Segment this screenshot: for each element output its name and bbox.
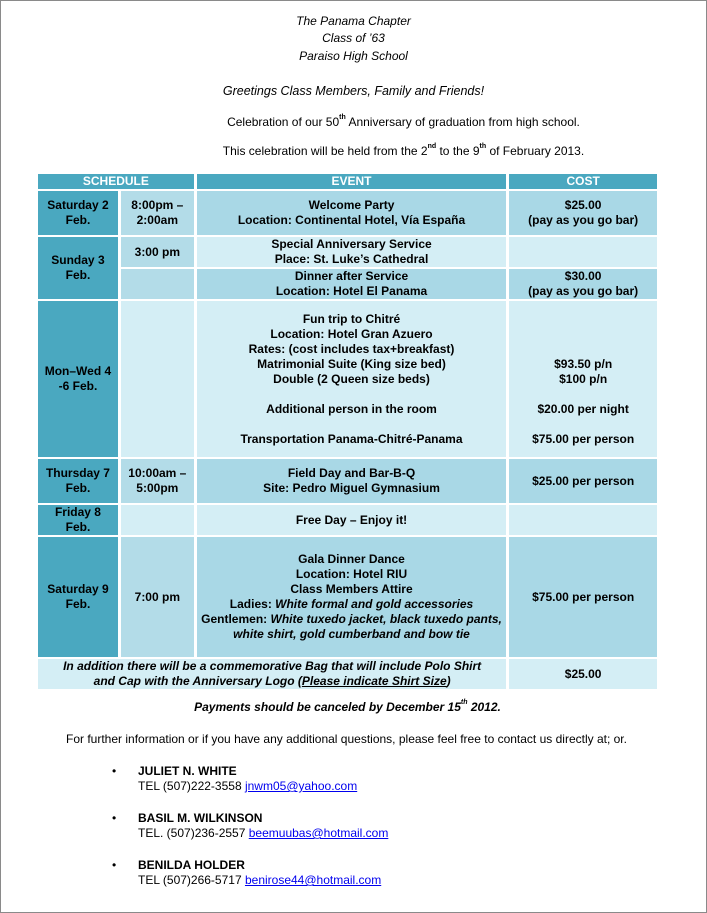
cost-cell: $30.00 (pay as you go bar) [509,269,657,299]
held-line: This celebration will be held from the 2nd to the 9th of February 2013. [222,143,585,158]
table-row [38,537,657,657]
event-cell: Special Anniversary Service Place: St. Luke’s Cathedral [197,237,507,267]
event-cell: Fun trip to Chitré Location: Hotel Gran Azuero Rates: (cost includes tax+breakfast) Matrimonial Suite (King size bed) Double (2 Queen size beds) Additional person in the room Transportation Panama-Chitré-Panama [197,301,507,457]
cost-cell [509,505,657,535]
table-row [38,459,657,503]
cost-cell [509,237,657,267]
time-cell [121,505,194,535]
event-cell: Dinner after Service Location: Hotel El Panama [197,269,507,299]
greeting: Greetings Class Members, Family and Friends! [222,84,485,98]
email-link[interactable]: benirose44@hotmail.com [244,873,382,887]
time-cell: 8:00pm – 2:00am [121,191,194,235]
contact-line: TEL (507)266-5717 benirose44@hotmail.com [138,873,382,887]
class-title: Class of ’63 [322,31,385,45]
event-cell: Field Day and Bar-B-Q Site: Pedro Miguel Gymnasium [197,459,507,503]
table-row [38,191,657,235]
day-cell: Saturday 2 Feb. [38,191,118,235]
schedule-table [35,172,660,691]
event-cell: Gala Dinner Dance Location: Hotel RIU Class Members Attire Ladies: White formal and gold accessories Gentlemen: White tuxedo jacket, black tuxedo pants, white shirt, gold cumberband and bow tie [197,537,507,657]
bullet-icon: • [112,764,117,778]
contact-info-text: For further information or if you have any additional questions, please feel free to contact us directly at; or. [66,732,627,746]
event-cell: Free Day – Enjoy it! [197,505,507,535]
school-title: Paraiso High School [299,49,408,63]
chapter-title: The Panama Chapter [296,14,411,28]
contact-line: TEL (507)222-3558 jnwm05@yahoo.com [138,779,358,793]
contact-line: TEL. (507)236-2557 beemuubas@hotmail.com [138,826,389,840]
day-cell: Thursday 7 Feb. [38,459,118,503]
cost-cell: $25.00 [509,659,657,689]
bullet-icon: • [112,811,117,825]
cost-cell: $93.50 p/n $100 p/n $20.00 per night $75.00 per person [509,301,657,457]
email-link[interactable]: beemuubas@hotmail.com [248,826,389,840]
time-cell: 7:00 pm [121,537,194,657]
cost-cell: $25.00 (pay as you go bar) [509,191,657,235]
day-cell: Saturday 9 Feb. [38,537,118,657]
time-cell: 10:00am – 5:00pm [121,459,194,503]
table-header-row [38,174,657,189]
table-row [38,237,657,267]
cost-header: COST [509,174,657,189]
table-row [38,505,657,535]
time-cell [121,269,194,299]
email-link[interactable]: jnwm05@yahoo.com [244,779,358,793]
contact-name: JULIET N. WHITE [138,764,237,778]
event-header: EVENT [197,174,507,189]
bullet-icon: • [112,858,117,872]
contact-name: BASIL M. WILKINSON [138,811,263,825]
time-cell: 3:00 pm [121,237,194,267]
time-cell [121,301,194,457]
day-cell: Sunday 3 Feb. [38,237,118,299]
payment-deadline: Payments should be canceled by December 15th 2012. [194,699,501,714]
table-row [38,301,657,457]
cost-cell: $25.00 per person [509,459,657,503]
cost-cell: $75.00 per person [509,537,657,657]
contact-name: BENILDA HOLDER [138,858,245,872]
table-row [38,269,657,299]
event-cell: Welcome Party Location: Continental Hotel, Vía España [197,191,507,235]
celebration-line: Celebration of our 50th Anniversary of graduation from high school. [227,114,580,129]
bag-note-cell: In addition there will be a commemorative Bag that will include Polo Shirt and Cap with the Anniversary Logo (Please indicate Shirt Size) [38,659,506,689]
schedule-header: SCHEDULE [38,174,194,189]
day-cell: Friday 8 Feb. [38,505,118,535]
table-row [38,659,657,689]
day-cell: Mon–Wed 4 -6 Feb. [38,301,118,457]
